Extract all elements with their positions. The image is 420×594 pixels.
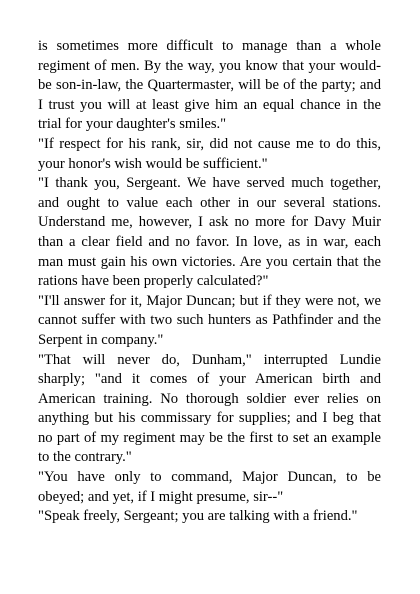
- paragraph-1: is sometimes more difficult to manage than a whole regiment of men. By the way, you know that your would-be son-in-law, the Quartermaster, will be of the party; and I trust you will at least give him an equal chance in the trial for your daughter's smiles.": [38, 38, 381, 133]
- paragraph-4: "I'll answer for it, Major Duncan; but if they were not, we cannot suffer with two such hunters as Pathfinder and the Serpent in company.": [38, 292, 381, 348]
- page-body: [38, 37, 381, 527]
- paragraph-5: "That will never do, Dunham," interrupted Lundie sharply; "and it comes of your American birth and American training. No thorough soldier ever relies on anything but his commissary for supplies; and I beg that no part of my regiment may be the first to set an example to the contrary.": [38, 351, 381, 466]
- paragraph-3: "I thank you, Sergeant. We have served much together, and ought to value each other in our several stations. Understand me, however, I ask no more for Davy Muir than a clear field and no favor. In love, as in war, each man must gain his own victories. Are you certain that the rations have been properly calculated?": [38, 175, 381, 290]
- paragraph-6: "You have only to command, Major Duncan, to be obeyed; and yet, if I might presume, sir--": [38, 469, 381, 505]
- paragraph-7: "Speak freely, Sergeant; you are talking with a friend.": [38, 508, 358, 525]
- paragraph-2: "If respect for his rank, sir, did not cause me to do this, your honor's wish would be sufficient.": [38, 135, 381, 172]
